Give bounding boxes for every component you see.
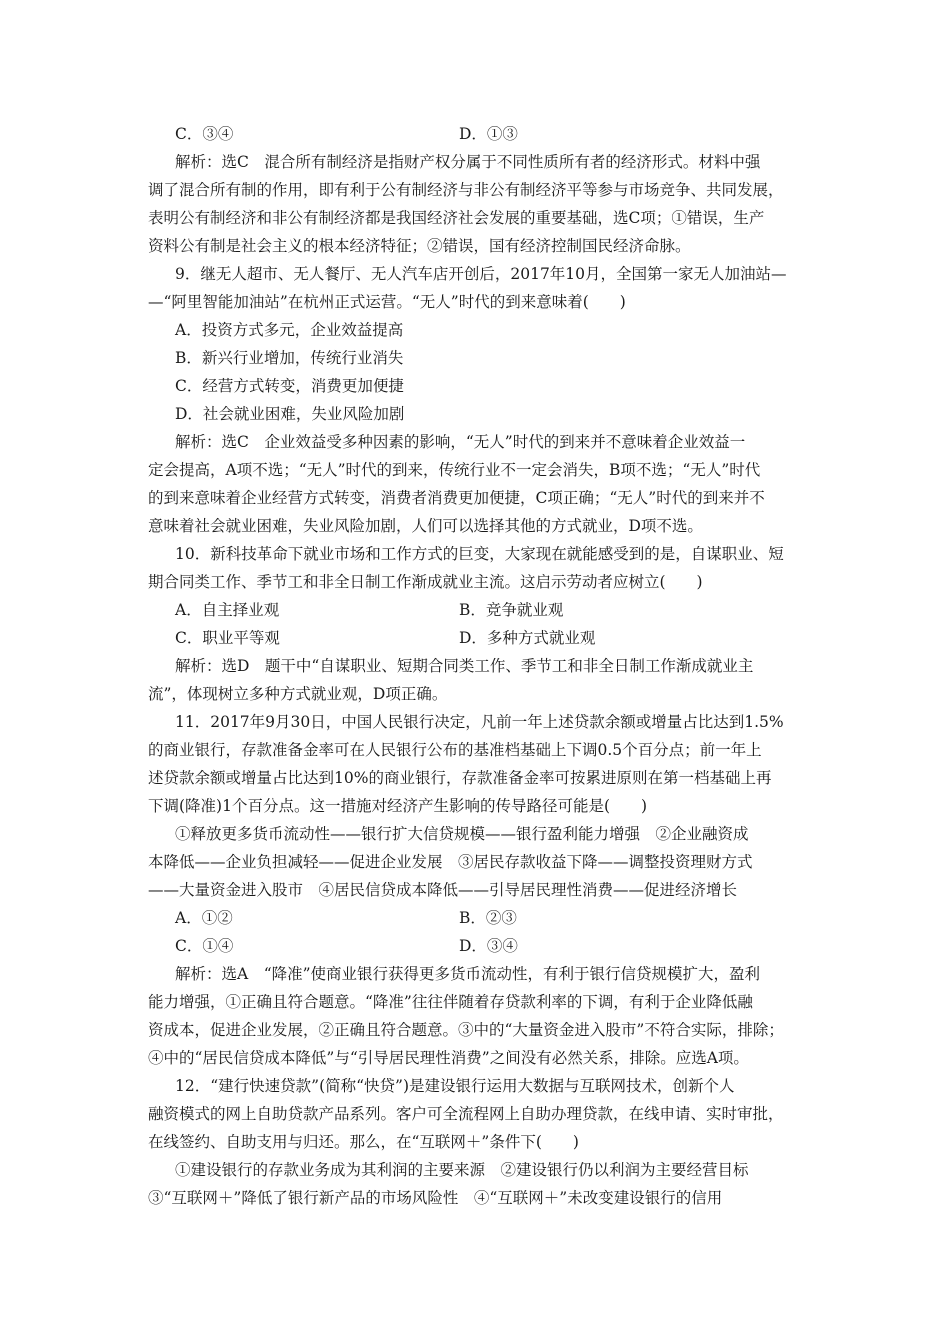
text-line: 11．2017年9月30日，中国人民银行决定，凡前一年上述贷款余额或增量占比达到1.5%	[175, 713, 784, 731]
text-line: 解析：选C 企业效益受多种因素的影响，“无人”时代的到来并不意味着企业效益一	[175, 433, 746, 451]
text-line: 解析：选A “降准”使商业银行获得更多货币流动性，有利于银行信贷规模扩大，盈利	[175, 965, 761, 983]
text-line: D．①③	[459, 125, 518, 143]
text-line: C．③④	[175, 125, 234, 143]
text-line: B．新兴行业增加，传统行业消失	[175, 349, 404, 367]
text-line: 解析：选D 题干中“自谋职业、短期合同类工作、季节工和非全日制工作渐成就业主	[175, 657, 754, 675]
text-line: 本降低——企业负担减轻——促进企业发展 ③居民存款收益下降——调整投资理财方式	[148, 853, 753, 871]
text-line: 述贷款余额或增量占比达到10%的商业银行，存款准备金率可按累进原则在第一档基础上再	[148, 769, 772, 787]
text-line: B．竞争就业观	[459, 601, 564, 619]
text-line: ①建设银行的存款业务成为其利润的主要来源 ②建设银行仍以利润为主要经营目标	[175, 1161, 749, 1179]
text-line: D．③④	[459, 937, 518, 955]
text-line: 表明公有制经济和非公有制经济都是我国经济社会发展的重要基础，选C项；①错误，生产	[148, 209, 765, 227]
text-line: —“阿里智能加油站”在杭州正式运营。“无人”时代的到来意味着( )	[148, 293, 626, 311]
text-line: 调了混合所有制的作用，即有利于公有制经济与非公有制经济平等参与市场竞争、共同发展，	[148, 181, 784, 199]
text-line: C．职业平等观	[175, 629, 280, 647]
text-line: B．②③	[459, 909, 517, 927]
text-line: 在线签约、自助支用与归还。那么，在“互联网＋”条件下( )	[148, 1133, 579, 1151]
text-line: ①释放更多货币流动性——银行扩大信贷规模——银行盈利能力增强 ②企业融资成	[175, 825, 749, 843]
text-line: 期合同类工作、季节工和非全日制工作渐成就业主流。这启示劳动者应树立( )	[148, 573, 703, 591]
text-line: 下调(降准)1个百分点。这一措施对经济产生影响的传导路径可能是( )	[148, 797, 648, 815]
text-line: ④中的“居民信贷成本降低”与“引导居民理性消费”之间没有必然关系，排除。应选A项。	[148, 1049, 749, 1067]
text-line: 资料公有制是社会主义的根本经济特征；②错误，国有经济控制国民经济命脉。	[148, 237, 691, 255]
text-line: 解析：选C 混合所有制经济是指财产权分属于不同性质所有者的经济形式。材料中强	[175, 153, 761, 171]
text-line: C．①④	[175, 937, 234, 955]
text-line: 的商业银行，存款准备金率可在人民银行公布的基准档基础上下调0.5个百分点；前一年上	[148, 741, 762, 759]
text-line: D．社会就业困难，失业风险加剧	[175, 405, 405, 423]
text-line: C．经营方式转变，消费更加便捷	[175, 377, 404, 395]
text-line: 12．“建行快速贷款”(简称“快贷”)是建设银行运用大数据与互联网技术，创新个人	[175, 1077, 735, 1095]
text-line: ③“互联网＋”降低了银行新产品的市场风险性 ④“互联网＋”未改变建设银行的信用	[148, 1189, 723, 1207]
text-line: 融资模式的网上自助贷款产品系列。客户可全流程网上自助办理贷款，在线申请、实时审批，	[148, 1105, 784, 1123]
text-line: 10．新科技革命下就业市场和工作方式的巨变，大家现在就能感受到的是，自谋职业、短	[175, 545, 784, 563]
text-line: A．投资方式多元，企业效益提高	[175, 321, 404, 339]
text-line: 的到来意味着企业经营方式转变，消费者消费更加便捷，C项正确；“无人”时代的到来并不	[148, 489, 765, 507]
text-line: 能力增强，①正确且符合题意。“降准”往往伴随着存贷款利率的下调，有利于企业降低融	[148, 993, 753, 1011]
text-line: 流”，体现树立多种方式就业观，D项正确。	[148, 685, 448, 703]
text-line: 9．继无人超市、无人餐厅、无人汽车店开创后，2017年10月，全国第一家无人加油站—	[175, 265, 787, 283]
text-line: ——大量资金进入股市 ④居民信贷成本降低——引导居民理性消费——促进经济增长	[148, 881, 738, 899]
text-line: 资成本，促进企业发展，②正确且符合题意。③中的“大量资金进入股市”不符合实际，排除；	[148, 1021, 784, 1039]
text-line: 定会提高，A项不选；“无人”时代的到来，传统行业不一定会消失，B项不选；“无人”时代	[148, 461, 761, 479]
text-line: A．自主择业观	[175, 601, 280, 619]
text-line: 意味着社会就业困难，失业风险加剧，人们可以选择其他的方式就业，D项不选。	[148, 517, 703, 535]
text-line: A．①②	[175, 909, 233, 927]
text-line: D．多种方式就业观	[459, 629, 596, 647]
